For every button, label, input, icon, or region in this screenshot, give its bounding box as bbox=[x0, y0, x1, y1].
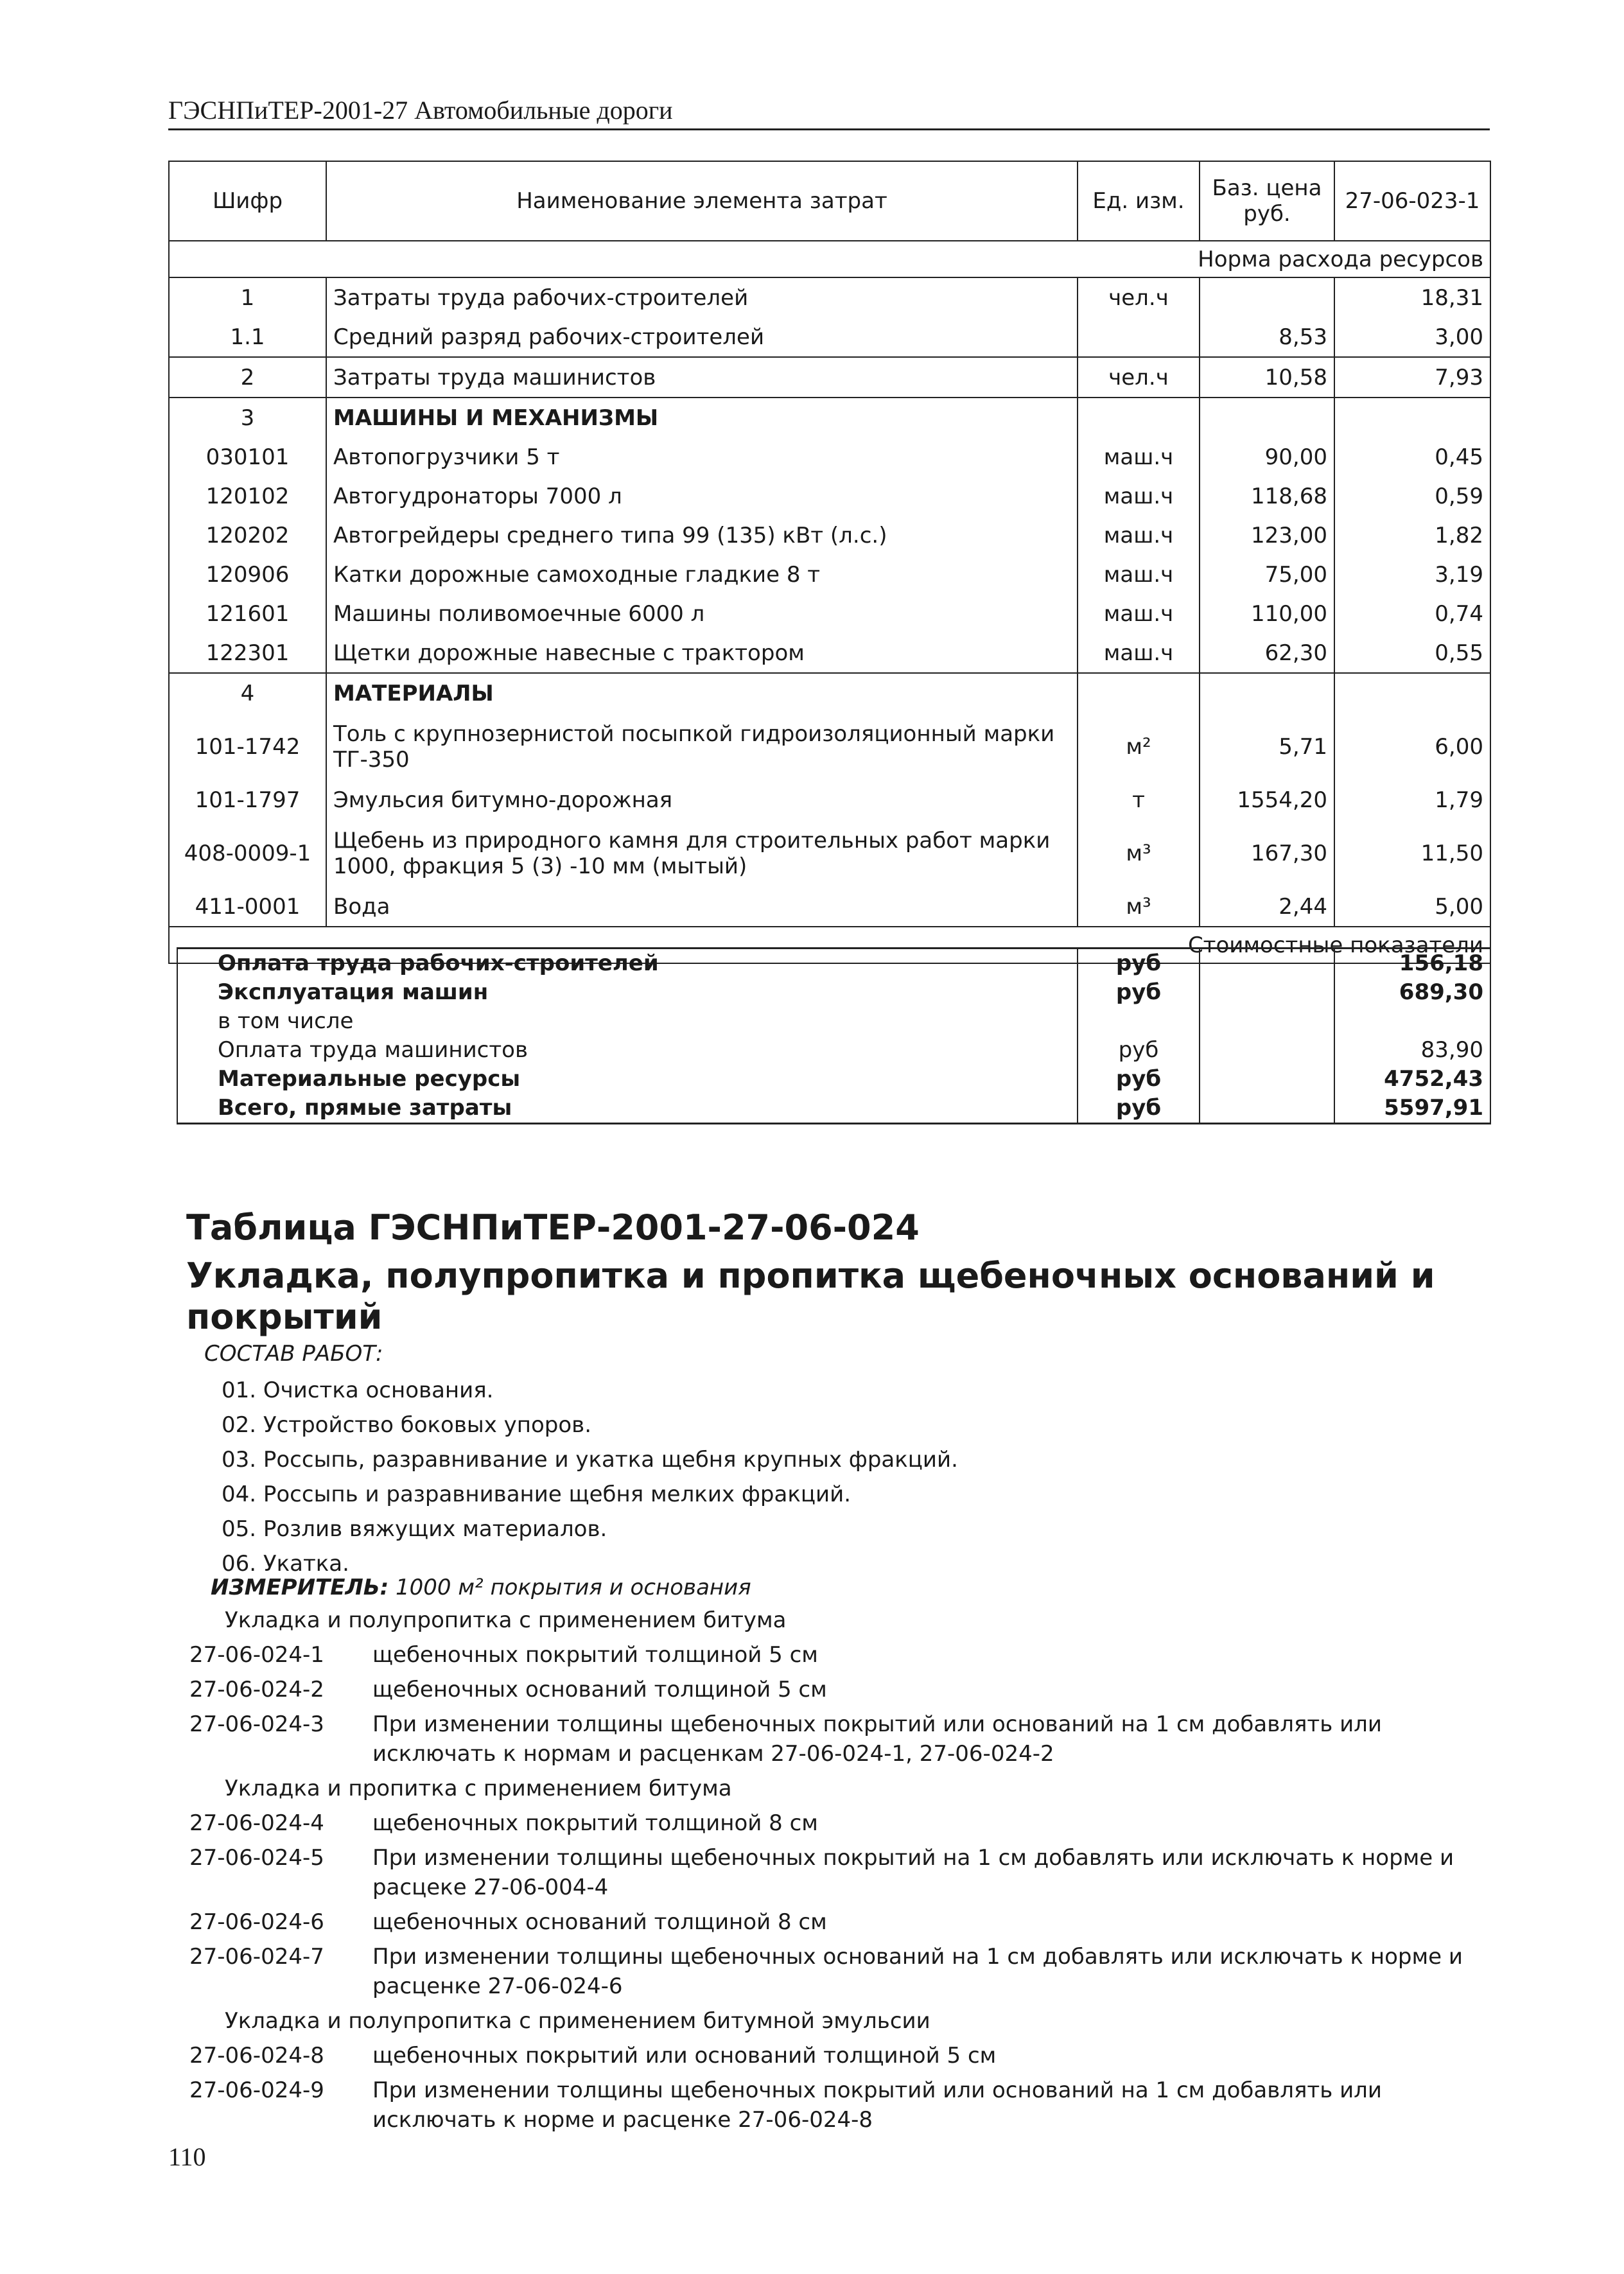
group-heading: Укладка и полупропитка с применением битума bbox=[225, 1607, 787, 1633]
row-price bbox=[1200, 277, 1334, 317]
norm-table bbox=[168, 161, 1491, 964]
row-name: Катки дорожные самоходные гладкие 8 т bbox=[326, 555, 1078, 594]
row-code: 120202 bbox=[169, 516, 326, 555]
col-name-header: Наименование элемента затрат bbox=[326, 161, 1078, 241]
row-name: Затраты труда рабочих-строителей bbox=[326, 277, 1078, 317]
row-unit: маш.ч bbox=[1078, 633, 1200, 673]
row-value: 0,74 bbox=[1334, 594, 1490, 633]
row-price bbox=[1200, 673, 1334, 713]
row-value: 3,00 bbox=[1334, 317, 1490, 357]
sostav-label: СОСТАВ РАБОТ: bbox=[204, 1341, 383, 1367]
row-value: 11,50 bbox=[1334, 819, 1490, 887]
row-name: Толь с крупнозернистой посыпкой гидроизоляционный марки ТГ-350 bbox=[326, 713, 1078, 780]
row-price bbox=[1200, 398, 1334, 437]
row-unit bbox=[1078, 398, 1200, 437]
item-code: 27-06-024-6 bbox=[189, 1909, 324, 1935]
totals-row bbox=[177, 949, 1490, 979]
totals-unit: руб bbox=[1078, 978, 1200, 1007]
item-text: При изменении толщины щебеночных покрытий или оснований на 1 см добавлять или исключать к нормам и расценкам 27-06-024-1, 27-06-024-2 bbox=[372, 1711, 1383, 1767]
row-unit: маш.ч bbox=[1078, 437, 1200, 477]
row-price: 90,00 bbox=[1200, 437, 1334, 477]
row-value: 6,00 bbox=[1334, 713, 1490, 780]
totals-empty bbox=[1200, 1094, 1334, 1124]
row-value: 5,00 bbox=[1334, 887, 1490, 927]
row-price: 1554,20 bbox=[1200, 780, 1334, 819]
row-name: Щетки дорожные навесные с трактором bbox=[326, 633, 1078, 673]
work-item: 06. Укатка. bbox=[222, 1551, 349, 1577]
table-row bbox=[169, 713, 1490, 780]
totals-empty bbox=[1200, 1036, 1334, 1065]
section-title: Таблица ГЭСНПиТЕР-2001-27-06-024 bbox=[186, 1207, 920, 1248]
row-name: Затраты труда машинистов bbox=[326, 357, 1078, 398]
list-item bbox=[189, 1843, 1480, 1902]
norm-label: Норма расхода ресурсов bbox=[169, 241, 1490, 277]
row-code: 120906 bbox=[169, 555, 326, 594]
row-unit: маш.ч bbox=[1078, 477, 1200, 516]
row-unit: м² bbox=[1078, 713, 1200, 780]
row-name: Автогрейдеры среднего типа 99 (135) кВт (л.с.) bbox=[326, 516, 1078, 555]
row-name: Вода bbox=[326, 887, 1078, 927]
totals-value: 5597,91 bbox=[1334, 1094, 1490, 1124]
totals-row bbox=[177, 1007, 1490, 1036]
row-value bbox=[1334, 398, 1490, 437]
cost-label: Стоимостные показатели bbox=[169, 927, 1490, 963]
totals-label: Всего, прямые затраты bbox=[177, 1094, 1078, 1124]
table-row bbox=[169, 277, 1490, 317]
item-text: При изменении толщины щебеночных покрытий на 1 см добавлять или исключать к норме и расцеке 27-06-004-4 bbox=[372, 1845, 1454, 1900]
row-price: 75,00 bbox=[1200, 555, 1334, 594]
totals-table bbox=[177, 947, 1491, 1124]
row-code: 1 bbox=[169, 277, 326, 317]
table-row bbox=[169, 780, 1490, 819]
totals-row bbox=[177, 1036, 1490, 1065]
totals-label: Эксплуатация машин bbox=[177, 978, 1078, 1007]
item-code: 27-06-024-7 bbox=[189, 1944, 324, 1970]
row-unit: м³ bbox=[1078, 887, 1200, 927]
row-value: 18,31 bbox=[1334, 277, 1490, 317]
col-price-header: Баз. цена руб. bbox=[1200, 161, 1334, 241]
totals-label: Материальные ресурсы bbox=[177, 1065, 1078, 1094]
table-row bbox=[169, 398, 1490, 437]
item-text: При изменении толщины щебеночных оснований на 1 см добавлять или исключать к норме и расценке 27-06-024-6 bbox=[372, 1944, 1463, 1999]
section-subtitle: Укладка, полупропитка и пропитка щебеночных оснований и покрытий bbox=[186, 1255, 1435, 1337]
row-code: 411-0001 bbox=[169, 887, 326, 927]
totals-unit: руб bbox=[1078, 1094, 1200, 1124]
table-row bbox=[169, 673, 1490, 713]
item-code: 27-06-024-2 bbox=[189, 1677, 324, 1702]
totals-value bbox=[1334, 1007, 1490, 1036]
list-item bbox=[189, 1640, 1480, 1670]
item-text: При изменении толщины щебеночных покрытий или оснований на 1 см добавлять или исключать к норме и расценке 27-06-024-8 bbox=[372, 2077, 1383, 2133]
works-list bbox=[222, 1373, 958, 1581]
totals-empty bbox=[1200, 978, 1334, 1007]
row-name: МАШИНЫ И МЕХАНИЗМЫ bbox=[326, 398, 1078, 437]
row-unit: маш.ч bbox=[1078, 555, 1200, 594]
group-heading: Укладка и пропитка с применением битума bbox=[225, 1776, 732, 1801]
item-code: 27-06-024-8 bbox=[189, 2043, 324, 2068]
list-item bbox=[189, 1710, 1480, 1769]
table-row bbox=[169, 633, 1490, 673]
col-value-header: 27-06-023-1 bbox=[1334, 161, 1490, 241]
row-code: 120102 bbox=[169, 477, 326, 516]
work-item: 01. Очистка основания. bbox=[222, 1378, 494, 1403]
row-name: Эмульсия битумно-дорожная bbox=[326, 780, 1078, 819]
row-code: 101-1797 bbox=[169, 780, 326, 819]
table-row bbox=[169, 437, 1490, 477]
totals-label: Оплата труда машинистов bbox=[177, 1036, 1078, 1065]
row-price: 5,71 bbox=[1200, 713, 1334, 780]
totals-unit: руб bbox=[1078, 1036, 1200, 1065]
row-value: 3,19 bbox=[1334, 555, 1490, 594]
item-code: 27-06-024-5 bbox=[189, 1845, 324, 1871]
row-unit: маш.ч bbox=[1078, 516, 1200, 555]
totals-row bbox=[177, 1094, 1490, 1124]
totals-value: 4752,43 bbox=[1334, 1065, 1490, 1094]
row-unit bbox=[1078, 673, 1200, 713]
totals-empty bbox=[1200, 949, 1334, 979]
row-code: 1.1 bbox=[169, 317, 326, 357]
work-item: 02. Устройство боковых упоров. bbox=[222, 1412, 592, 1438]
row-code: 030101 bbox=[169, 437, 326, 477]
row-unit bbox=[1078, 317, 1200, 357]
row-name: Автопогрузчики 5 т bbox=[326, 437, 1078, 477]
row-price: 167,30 bbox=[1200, 819, 1334, 887]
row-price: 118,68 bbox=[1200, 477, 1334, 516]
page-header: ГЭСНПиТЕР-2001-27 Автомобильные дороги bbox=[168, 96, 673, 125]
list-item bbox=[189, 1942, 1480, 2001]
item-code: 27-06-024-4 bbox=[189, 1810, 324, 1836]
row-name: Средний разряд рабочих-строителей bbox=[326, 317, 1078, 357]
row-value: 1,82 bbox=[1334, 516, 1490, 555]
izmeritel-label: ИЗМЕРИТЕЛЬ: bbox=[211, 1575, 389, 1600]
row-code: 3 bbox=[169, 398, 326, 437]
list-item bbox=[189, 1675, 1480, 1704]
item-code: 27-06-024-3 bbox=[189, 1711, 324, 1737]
row-unit: м³ bbox=[1078, 819, 1200, 887]
totals-unit: руб bbox=[1078, 1065, 1200, 1094]
group-heading: Укладка и полупропитка с применением битумной эмульсии bbox=[225, 2008, 930, 2034]
row-name: МАТЕРИАЛЫ bbox=[326, 673, 1078, 713]
item-text: щебеночных оснований толщиной 5 см bbox=[372, 1677, 827, 1702]
row-value: 1,79 bbox=[1334, 780, 1490, 819]
totals-value: 689,30 bbox=[1334, 978, 1490, 1007]
totals-unit bbox=[1078, 1007, 1200, 1036]
row-price: 110,00 bbox=[1200, 594, 1334, 633]
table-row bbox=[169, 317, 1490, 357]
totals-label: в том числе bbox=[177, 1007, 1078, 1036]
row-price: 8,53 bbox=[1200, 317, 1334, 357]
totals-label: Оплата труда рабочих-строителей bbox=[177, 949, 1078, 979]
row-unit: чел.ч bbox=[1078, 357, 1200, 398]
totals-empty bbox=[1200, 1007, 1334, 1036]
row-price: 123,00 bbox=[1200, 516, 1334, 555]
list-item bbox=[189, 2076, 1480, 2135]
row-code: 101-1742 bbox=[169, 713, 326, 780]
item-code: 27-06-024-1 bbox=[189, 1642, 324, 1668]
izmeritel-value: 1000 м² покрытия и основания bbox=[396, 1575, 751, 1600]
rates-list bbox=[189, 1605, 1480, 2140]
table-row bbox=[169, 357, 1490, 398]
row-code: 408-0009-1 bbox=[169, 819, 326, 887]
table-row bbox=[169, 887, 1490, 927]
table-row bbox=[169, 477, 1490, 516]
col-code-header: Шифр bbox=[169, 161, 326, 241]
row-name: Щебень из природного камня для строительных работ марки 1000, фракция 5 (3) -10 мм (мытый) bbox=[326, 819, 1078, 887]
list-item bbox=[189, 1808, 1480, 1838]
totals-value: 156,18 bbox=[1334, 949, 1490, 979]
item-text: щебеночных покрытий толщиной 8 см bbox=[372, 1810, 818, 1836]
item-text: щебеночных покрытий или оснований толщиной 5 см bbox=[372, 2043, 997, 2068]
header-rule bbox=[168, 128, 1490, 130]
list-item bbox=[189, 1907, 1480, 1937]
list-item bbox=[189, 2041, 1480, 2070]
item-code: 27-06-024-9 bbox=[189, 2077, 324, 2103]
row-value bbox=[1334, 673, 1490, 713]
work-item: 04. Россыпь и разравнивание щебня мелких фракций. bbox=[222, 1482, 851, 1507]
row-value: 0,55 bbox=[1334, 633, 1490, 673]
row-price: 2,44 bbox=[1200, 887, 1334, 927]
row-price: 10,58 bbox=[1200, 357, 1334, 398]
table-row bbox=[169, 516, 1490, 555]
row-value: 0,59 bbox=[1334, 477, 1490, 516]
row-unit: чел.ч bbox=[1078, 277, 1200, 317]
row-code: 121601 bbox=[169, 594, 326, 633]
izmeritel bbox=[211, 1575, 751, 1600]
page-number: 110 bbox=[168, 2142, 206, 2171]
table-row bbox=[169, 594, 1490, 633]
totals-unit: руб bbox=[1078, 949, 1200, 979]
row-price: 62,30 bbox=[1200, 633, 1334, 673]
row-name: Автогудронаторы 7000 л bbox=[326, 477, 1078, 516]
work-item: 03. Россыпь, разравнивание и укатка щебня крупных фракций. bbox=[222, 1447, 958, 1473]
item-text: щебеночных оснований толщиной 8 см bbox=[372, 1909, 827, 1935]
row-code: 2 bbox=[169, 357, 326, 398]
work-item: 05. Розлив вяжущих материалов. bbox=[222, 1516, 607, 1542]
item-text: щебеночных покрытий толщиной 5 см bbox=[372, 1642, 818, 1668]
totals-row bbox=[177, 1065, 1490, 1094]
table-row bbox=[169, 555, 1490, 594]
table-row bbox=[169, 819, 1490, 887]
totals-row bbox=[177, 978, 1490, 1007]
row-value: 0,45 bbox=[1334, 437, 1490, 477]
totals-value: 83,90 bbox=[1334, 1036, 1490, 1065]
row-unit: т bbox=[1078, 780, 1200, 819]
row-name: Машины поливомоечные 6000 л bbox=[326, 594, 1078, 633]
row-code: 4 bbox=[169, 673, 326, 713]
row-code: 122301 bbox=[169, 633, 326, 673]
row-unit: маш.ч bbox=[1078, 594, 1200, 633]
totals-empty bbox=[1200, 1065, 1334, 1094]
col-unit-header: Ед. изм. bbox=[1078, 161, 1200, 241]
row-value: 7,93 bbox=[1334, 357, 1490, 398]
